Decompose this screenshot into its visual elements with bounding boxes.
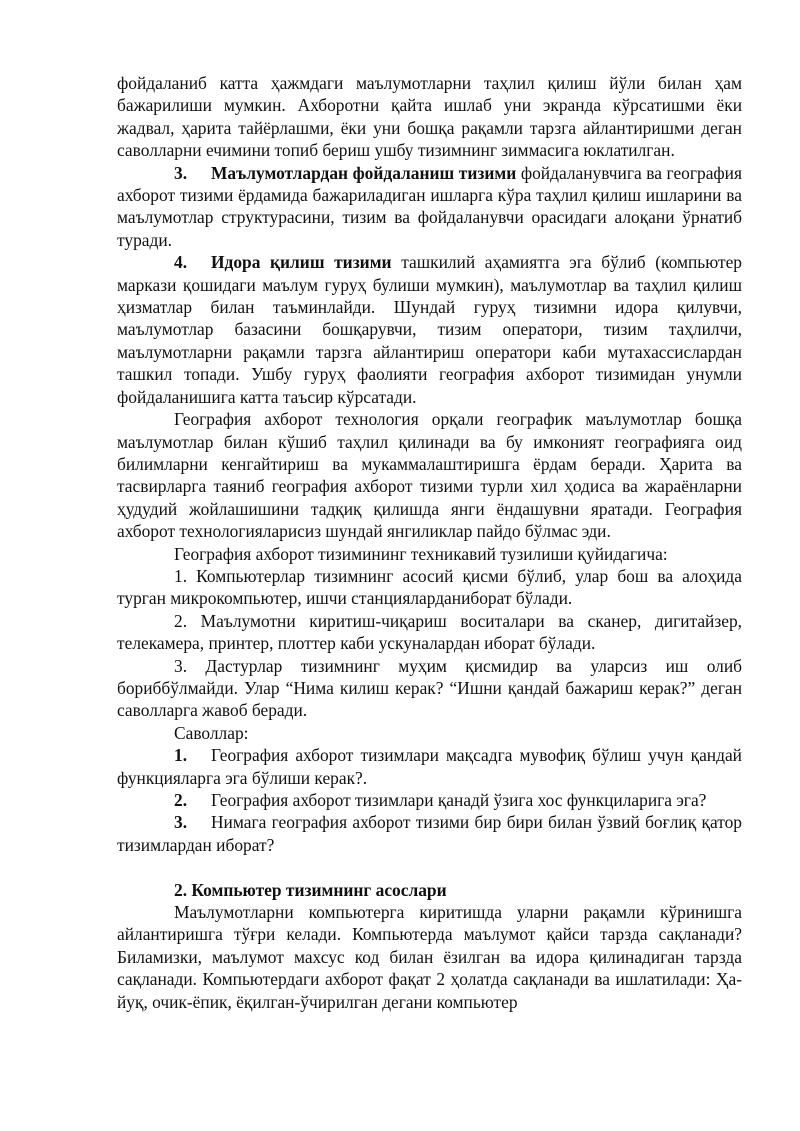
question-number: 1. [174,745,188,766]
paragraph: 1. Компьютерлар тизимнинг асосий қисми бўлиб, улар бош ва алоҳида турган микрокомпьютер, ишчи станцияларданиборат бўлади. [117,565,742,609]
blank-line [117,856,742,878]
question-text: География ахборот тизимлари қанадй ўзига хос функциларига эга? [211,790,707,810]
question-text: География ахборот тизимлари мақсадга мувофиқ бўлиш учун қандай функцияларга эга бўлиши керак?. [117,745,742,788]
question-number: 2. [174,790,188,810]
section-heading: 2. Компьютер тизимнинг асослари [174,879,447,900]
paragraph: География ахборот тизимининг техникавий тузилиши қуйидагича: [174,543,668,564]
paragraph-continuation: фойдаланиб катта ҳажмдаги маълумотларни таҳлил қилиш йўли билан ҳам бажарилиши мумкин. Ахборотни қайта ишлаб уни экранда кўрсатишми ёки жадвал, ҳарита тайёрлашми, ёки уни бошқа рақамли тарзга айлантиришми деган саволларни ечимини топиб бериш ушбу тизимнинг зиммасига юклатилган. [117,73,742,161]
paragraph: География ахборот технология орқали географик маълумотлар бошқа маълумотлар билан кўшиб таҳлил қилинади ва бу имконият географияга оид билимларни кенгайтириш ва мукаммалаштиришга ёрдам беради. Ҳарита ва тасвирларга таяниб география ахборот тизими турли хил ҳодиса ва жараёнларни ҳудудий жойлашишини тадқиқ қилишда янги ёндашувни яратади. География ахборот технологияларисиз шундай янгиликлар пайдо бўлмас эди. [117,409,742,542]
question-item [117,789,742,811]
question-number: 3. [174,812,188,833]
list-item-text: ташкилий аҳамиятга эга бўлиб (компьютер маркази қошидаги маълум гуруҳ булиши мумкин), маълумотлар ва таҳлил қилиш ҳизматлар билан таъминлайди. Шундай гуруҳ тизимни идора қилувчи, маълумотлар базасини бошқарувчи, тизим оператори, тизим таҳлилчи, маълумотларни рақамли тарзга айлантириш оператори каби мутахассислардан ташкил топади. Ушбу гуруҳ фаолияти география ахборот тизимидан унумли фойдаланишига катта таъсир кўрсатади. [117,252,742,407]
list-number: 4. [174,252,188,273]
list-number: 3. [174,162,188,183]
question-item [117,744,742,789]
questions-title: Саволлар: [174,722,249,743]
paragraph: Маълумотларни компьютерга киритишда уларни рақамли кўринишга айлантиришга тўғри келади. Компьютерда маълумот қайси тарзда сақланади? Биламизки, маълумот махсус код билан ёзилган ва идора қилинадиган тарзда сақланади. Компьютердаги ахборот фақат 2 ҳолатда сақланади ва ишлатилади: Ҳа-йуқ, очик-ёпик, ёқилган-ўчирилган дегани компьютер [117,902,742,1012]
question-item [117,811,742,856]
paragraph: 3. Дастурлар тизимнинг муҳим қисмидир ва уларсиз иш олиб бориббўлмайди. Улар “Нима килиш керак? “Ишни қандай бажариш керак?” деган саволларга жавоб беради. [117,655,742,721]
paragraph: 2. Маълумотни киритиш-чиқариш воситалари ва сканер, дигитайзер, телекамера, принтер, плоттер каби ускуналардан иборат бўлади. [117,610,742,654]
question-text: Нимага география ахборот тизими бир бири билан ўзвий боғлиқ қатор тизимлардан иборат? [117,812,742,855]
list-item-4 [117,251,742,408]
list-item-title: Идора қилиш тизими [211,252,392,273]
list-item-text: фойдаланувчига ва география ахборот тизими ёрдамида бажариладиган ишларга кўра таҳлил қилиш ишларини ва маълумотлар структурасини, тизим ва фойдаланувчи орасидаги алоқани ўрнатиб туради. [117,162,742,250]
list-item-title: Маълумотлардан фойдаланиш тизими [211,162,517,183]
list-item-3 [117,162,742,252]
